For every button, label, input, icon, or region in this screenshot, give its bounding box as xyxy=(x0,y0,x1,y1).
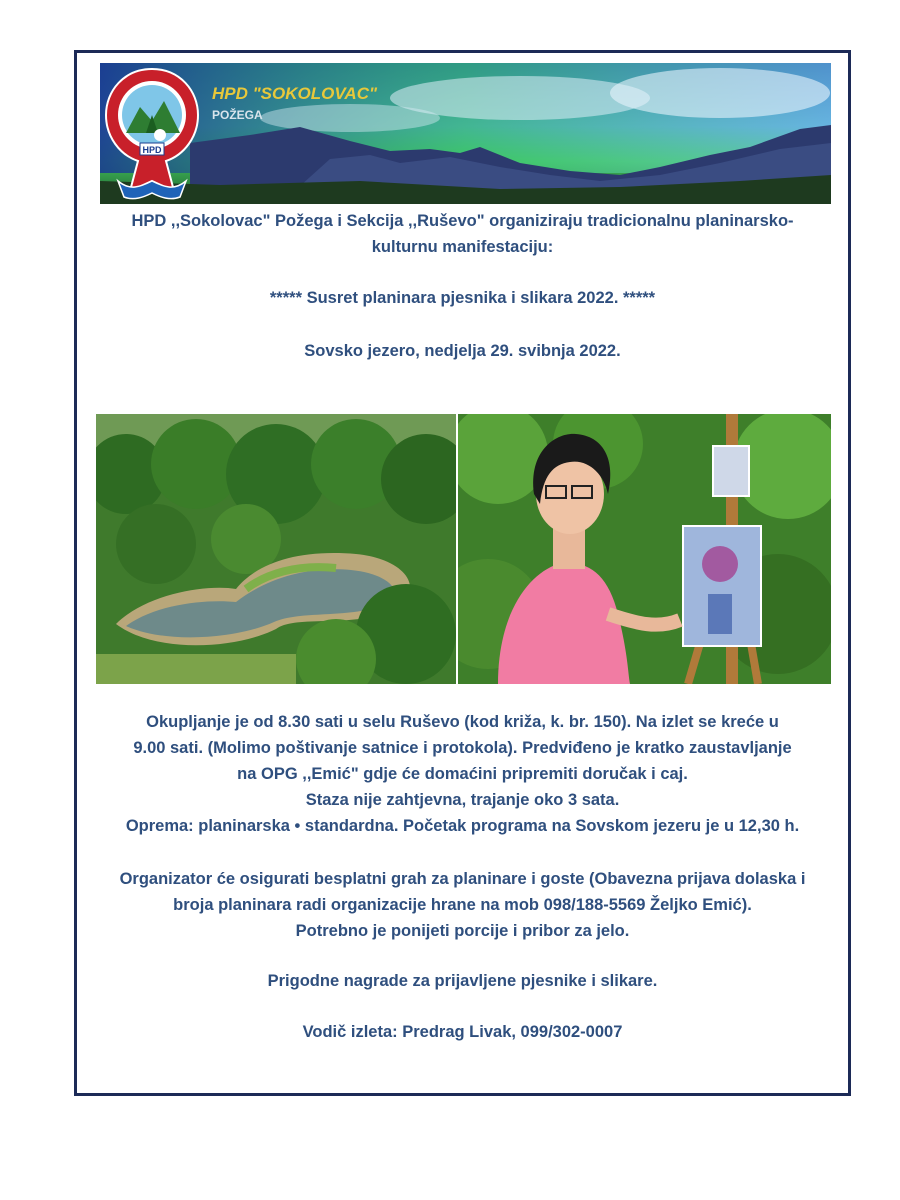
food-line: Organizator će osigurati besplatni grah za planinare i goste (Obavezna prijava dolaska i xyxy=(119,870,806,888)
logo-text: HPD xyxy=(142,145,162,155)
details-line: na OPG ,,Emić" gdje će domaćini pripremiti doručak i caj. xyxy=(237,765,688,783)
lake-photo xyxy=(96,414,456,684)
event-place-date: Sovsko jezero, nedjelja 29. svibnja 2022. xyxy=(304,342,621,360)
banner-landscape xyxy=(100,63,831,204)
details-text xyxy=(80,709,845,839)
intro-line: kulturnu manifestaciju: xyxy=(371,238,554,256)
painter-photo xyxy=(458,414,831,684)
guide-text: Vodič izleta: Predrag Livak, 099/302-0007 xyxy=(302,1023,623,1041)
food-line: broja planinara radi organizacije hrane na mob 098/188-5569 Željko Emić). xyxy=(173,896,752,914)
food-line: Potrebno je ponijeti porcije i pribor za jelo. xyxy=(295,922,630,940)
food-text xyxy=(80,866,845,944)
intro-text xyxy=(80,208,845,260)
details-line: Staza nije zahtjevna, trajanje oko 3 sata. xyxy=(305,791,620,809)
header-banner xyxy=(100,63,831,204)
details-line: 9.00 sati. (Molimo poštivanje satnice i protokola). Predviđeno je kratko zaustavljanje xyxy=(133,739,792,757)
event-title: ***** Susret planinara pjesnika i slikara 2022. ***** xyxy=(269,289,656,307)
details-line: Oprema: planinarska • standardna. Početak programa na Sovskom jezeru je u 12,30 h. xyxy=(125,817,800,835)
banner-subtitle: POŽEGA xyxy=(212,108,263,122)
prizes-text: Prigodne nagrade za prijavljene pjesnike i slikare. xyxy=(267,972,658,990)
banner-title: HPD "SOKOLOVAC" xyxy=(212,84,378,103)
details-line: Okupljanje je od 8.30 sati u selu Ruševo (kod križa, k. br. 150). Na izlet se kreće u xyxy=(146,713,779,731)
intro-line: HPD ,,Sokolovac" Požega i Sekcija ,,Ruševo" organiziraju tradicionalnu planinarsko- xyxy=(131,212,794,230)
